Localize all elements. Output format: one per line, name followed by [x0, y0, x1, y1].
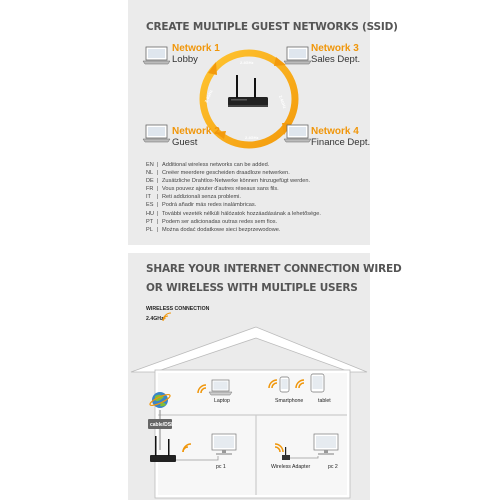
laptop-icon — [284, 125, 311, 142]
house-outline — [131, 327, 367, 498]
list-item: IT | Reti addizionali senza problemi. — [146, 194, 241, 201]
share-title-line1: SHARE YOUR INTERNET CONNECTION WIRED — [146, 263, 402, 275]
laptop-icon — [143, 47, 170, 64]
cable-dsl-label: cable/DSL — [150, 422, 175, 428]
network-4-name: Network 4 — [311, 126, 359, 137]
router-icon — [228, 75, 268, 107]
tablet-icon — [311, 374, 324, 392]
laptop-icon — [209, 380, 232, 395]
list-item: PL | Można dodać dodatkowe sieci bezprzewodowe. — [146, 226, 281, 233]
wireless-connection-label: WIRELESS CONNECTION — [146, 306, 210, 312]
laptop-icon — [143, 125, 170, 142]
list-item: ES | Podrá añadir más redes inalámbricas. — [146, 202, 257, 209]
smartphone-label: Smartphone — [275, 398, 304, 404]
list-item: FR | Vous pouvez ajouter d'autres réseaux sans fils. — [146, 186, 279, 193]
network-1-name: Network 1 — [172, 43, 220, 54]
share-title-line2: OR WIRELESS WITH MULTIPLE USERS — [146, 282, 358, 294]
smartphone-icon — [280, 377, 289, 392]
language-list — [146, 161, 368, 234]
band-label: 2.4GHz — [203, 89, 214, 104]
band-label: 2.4GHz — [240, 60, 254, 65]
house-diagram — [128, 320, 370, 500]
band-label: 2.4GHz — [146, 316, 164, 322]
band-label: 2.4GHz — [245, 135, 259, 140]
wireless-adapter-label: Wireless Adapter — [271, 464, 311, 470]
list-item: PT | Podem ser adicionadas outras redes sem fios. — [146, 218, 278, 225]
network-2-label: Guest — [172, 137, 198, 148]
guest-networks-title: CREATE MULTIPLE GUEST NETWORKS (SSID) — [146, 21, 398, 33]
pc2-label: pc 2 — [328, 464, 338, 470]
network-4-label: Finance Dept. — [311, 137, 371, 148]
list-item: NL | Creëer meerdere gescheiden draadloze netwerken. — [146, 170, 290, 177]
list-item: DE | Zusätzliche Drahtlos-Netwerke können hinzugefügt werden. — [146, 178, 311, 185]
network-3-name: Network 3 — [311, 43, 359, 54]
list-item: EN | Additional wireless networks can be added. — [146, 162, 270, 168]
pc1-label: pc 1 — [216, 464, 226, 470]
network-1-label: Lobby — [172, 54, 198, 65]
laptop-icon — [284, 47, 311, 64]
network-2-name: Network 2 — [172, 126, 220, 137]
arrow-icon — [208, 62, 217, 75]
tablet-label: tablet — [318, 398, 331, 404]
network-3-label: Sales Dept. — [311, 54, 361, 65]
list-item: HU | További vezeték nélküli hálózatok hozzáadásának a lehetősége. — [146, 210, 321, 217]
band-label: 2.4GHz — [278, 94, 288, 110]
laptop-label: Laptop — [214, 398, 230, 404]
